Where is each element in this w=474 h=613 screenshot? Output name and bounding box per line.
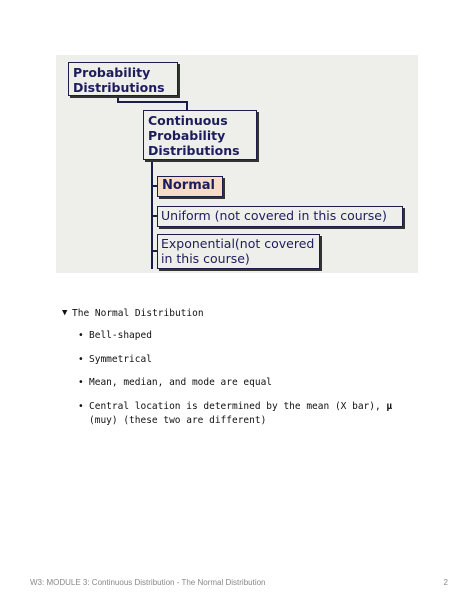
box-label: Distributions: [73, 80, 165, 95]
box-label: Normal: [162, 178, 215, 193]
list-item: [78, 376, 442, 390]
slide-image: [56, 55, 418, 273]
uniform-box: [157, 206, 403, 227]
list-item: [78, 400, 442, 428]
list-item-text: Symmetrical: [89, 353, 152, 365]
box-label: Continuous: [148, 113, 228, 128]
outline-heading[interactable]: [62, 308, 442, 319]
box-label: in this course): [161, 251, 250, 266]
list-item-text-continued: (muy) (these two are different): [89, 414, 267, 426]
list-item-text: Bell-shaped: [89, 330, 152, 341]
continuous-distributions-box: [143, 110, 257, 160]
box-label: Probability: [148, 128, 226, 143]
mu-symbol: μ: [386, 400, 393, 412]
bullet-icon: •: [78, 400, 84, 412]
box-label: Distributions: [148, 143, 240, 158]
page-number: 2: [443, 578, 448, 587]
collapse-triangle-icon[interactable]: ▼: [62, 308, 68, 318]
outline: [62, 308, 442, 437]
bullet-list: [62, 329, 442, 428]
normal-box: [157, 176, 223, 197]
box-label: Uniform (not covered in this course): [161, 208, 387, 223]
bullet-icon: •: [78, 330, 84, 341]
list-item: [78, 353, 442, 367]
exponential-box: [157, 234, 320, 269]
list-item-text: Central location is determined by the mean (X bar),: [89, 400, 387, 412]
list-item: [78, 329, 442, 343]
box-label: Exponential(not covered: [161, 236, 315, 251]
connector-prob-cont: [118, 96, 187, 110]
box-label: Probability: [73, 65, 151, 80]
bullet-icon: •: [78, 377, 84, 388]
list-item-text: Mean, median, and mode are equal: [89, 377, 273, 388]
page-footer: [30, 578, 448, 587]
bullet-icon: •: [78, 353, 84, 365]
outline-heading-text: The Normal Distribution: [72, 308, 204, 319]
probability-distributions-box: [68, 62, 178, 96]
footer-title: W3: MODULE 3: Continuous Distribution - The Normal Distribution: [30, 578, 266, 587]
